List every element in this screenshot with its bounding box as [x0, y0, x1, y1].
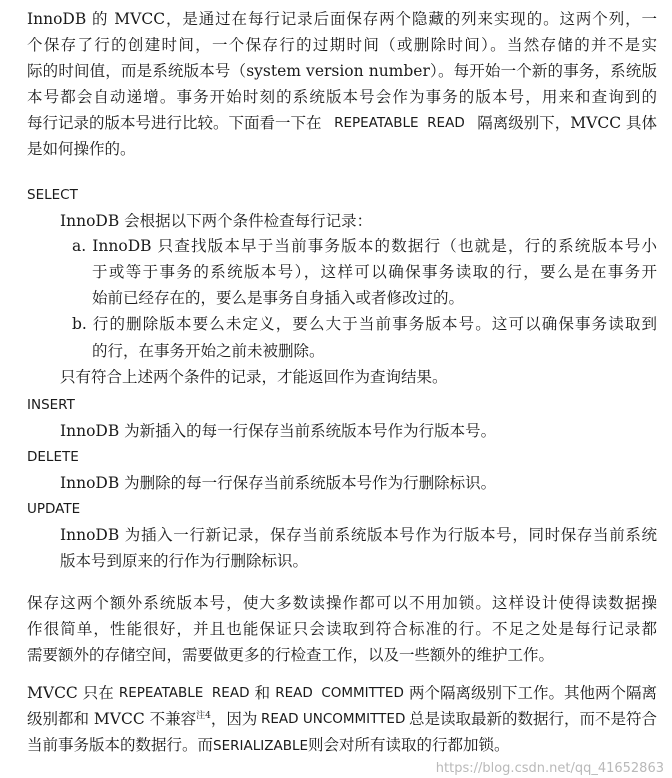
select-intro: InnoDB 会根据以下两个条件检查每行记录：: [60, 212, 373, 230]
serializable-keyword: SERIALIZABLE: [213, 738, 309, 754]
select-condition-a-line-3: 始前已经存在的，要么是事务自身插入或者修改过的。: [92, 289, 465, 307]
intro-line-5-text-a: 每行记录的版本号进行比较。下面看一下在: [27, 114, 322, 132]
select-heading: SELECT: [27, 187, 78, 203]
final-line-1: [27, 680, 657, 706]
summary-line-3: 需要额外的存储空间，需要做更多的行检查工作，以及一些额外的维护工作。: [27, 646, 555, 664]
footnote-marker: 注4: [196, 710, 211, 721]
intro-line-2: 个保存了行的创建时间，一个保存行的过期时间（或删除时间）。当然存储的并不是实: [27, 36, 657, 54]
update-heading: UPDATE: [27, 501, 81, 517]
select-condition-a-line-2: 于或等于事务的系统版本号），这样可以确保事务读取的行，要么是在事务开: [92, 263, 657, 281]
select-condition-b-line-1: b. 行的删除版本要么未定义，要么大于当前事务版本号。这可以确保事务读取到: [72, 315, 657, 333]
update-line-2: 版本号到原来的行作为行删除标识。: [60, 552, 309, 570]
final-line-2-text-a-body: 级别都和 MVCC 不兼容: [27, 710, 197, 728]
repeatable-read-keyword: REPEATABLE READ: [334, 115, 465, 131]
delete-text: InnoDB 为删除的每一行保存当前系统版本号作为行删除标识。: [60, 474, 497, 492]
final-line-1-text-b: 和: [254, 684, 271, 702]
final-line-2-text-b: ，因为: [210, 710, 258, 728]
intro-line-5-text-b: 隔离级别下，MVCC 具体: [477, 114, 657, 132]
select-conclusion: 只有符合上述两个条件的记录，才能返回作为查询结果。: [60, 368, 448, 386]
read-committed-keyword: READ COMMITTED: [275, 685, 404, 701]
final-line-3-text-b: 则会对所有读取的行都加锁。: [308, 736, 510, 754]
insert-heading: INSERT: [27, 397, 75, 413]
intro-line-3: 际的时间值，而是系统版本号（system version number）。每开始一个新的事务，系统版: [27, 62, 657, 80]
summary-line-1: 保存这两个额外系统版本号，使大多数读操作都可以不用加锁。这样设计使得读数据操: [27, 594, 657, 612]
repeatable-read-keyword: REPEATABLE READ: [118, 685, 250, 701]
final-line-2: [27, 706, 657, 732]
final-line-2-text-c: 总是读取最新的数据行，而不是符合: [408, 710, 657, 728]
delete-heading: DELETE: [27, 449, 79, 465]
final-line-1-text-a: MVCC 只在: [27, 684, 114, 702]
watermark-url: https://blog.csdn.net/qq_41652863: [435, 761, 664, 776]
read-uncommitted-keyword: READ UNCOMMITTED: [261, 711, 406, 727]
final-line-3: [27, 732, 510, 759]
update-line-1: InnoDB 为插入一行新记录，保存当前系统版本号作为行版本号，同时保存当前系统: [60, 526, 657, 544]
summary-line-2: 作很简单，性能很好，并且也能保证只会读取到符合标准的行。不足之处是每行记录都: [27, 620, 657, 638]
final-line-1-text-c: 两个隔离级别下工作。其他两个隔离: [408, 684, 657, 702]
intro-line-1: InnoDB 的 MVCC，是通过在每行记录后面保存两个隐藏的列来实现的。这两个列，一: [27, 10, 657, 28]
intro-line-6: 是如何操作的。: [27, 140, 136, 158]
select-condition-b-line-2: 的行，在事务开始之前未被删除。: [92, 342, 325, 360]
final-line-2-text-a: [27, 706, 257, 732]
intro-line-4: 本号都会自动递增。事务开始时刻的系统版本号会作为事务的版本号，用来和查询到的: [27, 88, 657, 106]
final-line-3-text-a: 当前事务版本的数据行。而: [27, 736, 214, 754]
insert-text: InnoDB 为新插入的每一行保存当前系统版本号作为行版本号。: [60, 422, 497, 440]
select-condition-a-line-1: a. InnoDB 只查找版本早于当前事务版本的数据行（也就是，行的系统版本号小: [72, 237, 657, 255]
intro-line-5: [27, 110, 657, 136]
